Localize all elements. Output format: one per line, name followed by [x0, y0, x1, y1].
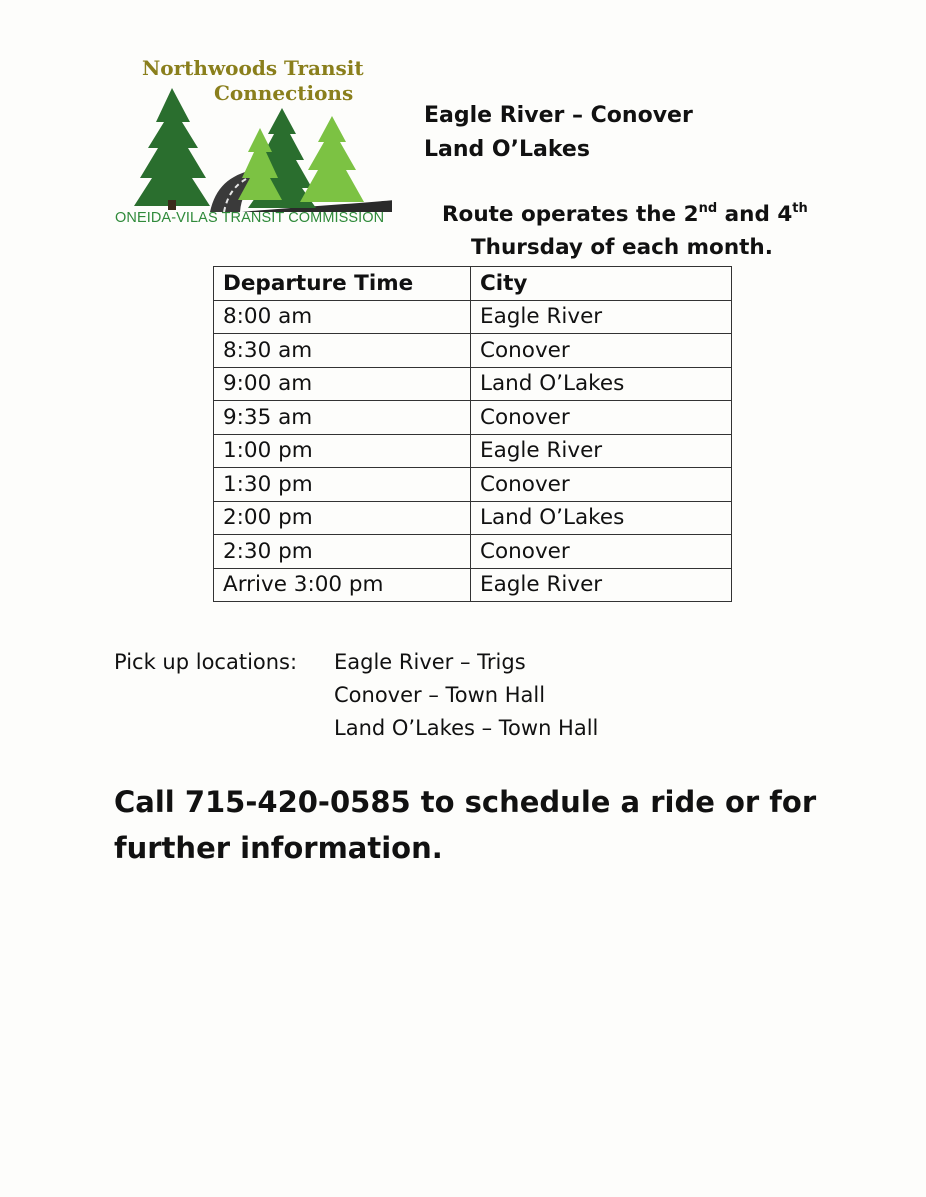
route-line1: Eagle River – Conover: [424, 103, 693, 128]
route-names: [424, 99, 693, 167]
schedule-note-part2: and 4: [717, 202, 793, 227]
pickup-list: [334, 646, 598, 745]
table-row: [214, 568, 732, 602]
schedule-note: [442, 198, 822, 264]
cell-city: Conover: [471, 535, 732, 569]
schedule-note-line2: Thursday of each month.: [471, 235, 773, 260]
cell-city: Eagle River: [471, 300, 732, 334]
cell-time: 1:00 pm: [214, 434, 471, 468]
cell-city: Land O’Lakes: [471, 367, 732, 401]
cell-time: 9:35 am: [214, 401, 471, 435]
call-to-action: Call 715-420-0585 to schedule a ride or for further information.: [114, 785, 817, 865]
schedule-note-sup1: nd: [698, 201, 718, 216]
cell-time: 8:00 am: [214, 300, 471, 334]
table-row: [214, 434, 732, 468]
schedule-note-sup2: th: [792, 201, 808, 216]
logo-subtitle: ONEIDA-VILAS TRANSIT COMMISSION: [115, 210, 385, 226]
table-row: [214, 367, 732, 401]
cell-city: Eagle River: [471, 434, 732, 468]
cell-time: 2:30 pm: [214, 535, 471, 569]
cell-time: 1:30 pm: [214, 468, 471, 502]
cell-time: 8:30 am: [214, 334, 471, 368]
schedule-note-line1: [442, 198, 822, 231]
cell-city: Conover: [471, 401, 732, 435]
pickup-label: Pick up locations:: [114, 650, 298, 674]
pickup-location: Land O’Lakes – Town Hall: [334, 716, 599, 740]
cell-city: Eagle River: [471, 568, 732, 602]
logo-title-line1: Northwoods Transit: [142, 56, 364, 80]
route-line2: Land O’Lakes: [424, 137, 590, 162]
table-row: [214, 535, 732, 569]
cell-city: Conover: [471, 334, 732, 368]
logo: [112, 52, 412, 242]
pickup-location: Eagle River – Trigs: [334, 650, 526, 674]
departure-timetable: [213, 266, 732, 602]
table-row: [214, 501, 732, 535]
pine-trees-road-icon: [132, 82, 392, 212]
cell-city: Land O’Lakes: [471, 501, 732, 535]
schedule-note-part1: Route operates the 2: [442, 202, 699, 227]
cell-time: Arrive 3:00 pm: [214, 568, 471, 602]
pickup-location: Conover – Town Hall: [334, 683, 546, 707]
table-header-row: [214, 267, 732, 301]
logo-title-line2: Connections: [214, 81, 354, 105]
cell-time: 2:00 pm: [214, 501, 471, 535]
table-row: [214, 401, 732, 435]
cell-time: 9:00 am: [214, 367, 471, 401]
table-row: [214, 468, 732, 502]
table-row: [214, 300, 732, 334]
cell-city: Conover: [471, 468, 732, 502]
table-row: [214, 334, 732, 368]
header-departure-time: Departure Time: [214, 267, 471, 301]
header-city: City: [471, 267, 732, 301]
